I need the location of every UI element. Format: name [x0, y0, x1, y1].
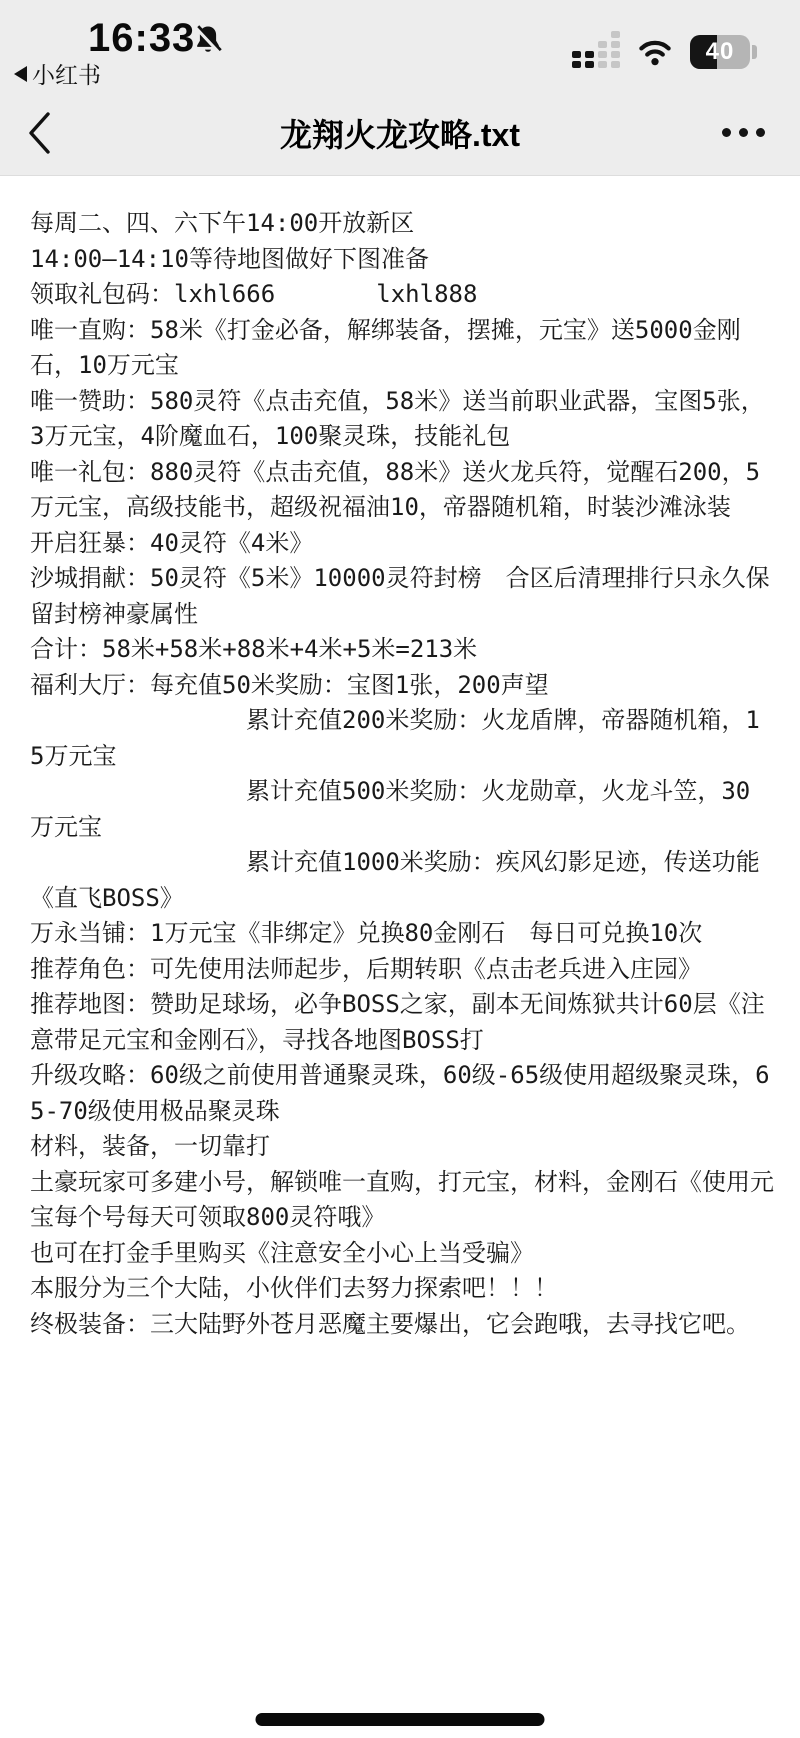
text-line: 开启狂暴：40灵符《4米》	[30, 528, 314, 557]
text-line: 终极装备：三大陆野外苍月恶魔主要爆出，它会跑哦，去寻找它吧。	[30, 1309, 750, 1338]
page-title: 龙翔火龙攻略.txt	[279, 117, 521, 153]
text-line: 推荐地图：赞助足球场，必争BOSS之家，副本无间炼狱共计60层《注意带足元宝和金刚石》，寻找各地图BOSS打	[30, 990, 765, 1054]
text-line: 万永当铺：1万元宝《非绑定》兑换80金刚石 每日可兑换10次	[30, 919, 703, 947]
text-line: 累计充值1000米奖励：疾风幻影足迹，传送功能《直飞BOSS》	[30, 848, 760, 912]
text-line: 每周二、四、六下午14:00开放新区	[30, 209, 415, 237]
home-indicator-bar[interactable]	[256, 1713, 545, 1726]
clock-time: 16:33	[88, 16, 196, 60]
text-line: 推荐角色：可先使用法师起步，后期转职《点击老兵进入庄园》	[30, 954, 702, 983]
text-line: 领取礼包码：lxhl666 lxhl888	[30, 280, 478, 308]
status-and-nav-chrome	[0, 0, 800, 176]
text-line: 唯一礼包：880灵符《点击充值，88米》送火龙兵符，觉醒石200，5万元宝，高级技能书，超级祝福油10，帝器随机箱，时装沙滩泳装	[30, 457, 761, 521]
text-line: 唯一直购：58米《打金必备，解绑装备，摆摊，元宝》送5000金刚石，10万元宝	[30, 315, 741, 379]
nav-bar	[0, 90, 800, 176]
text-line: 土豪玩家可多建小号，解锁唯一直购，打元宝，材料，金刚石《使用元宝每个号每天可领取800灵符哦》	[30, 1167, 774, 1231]
wifi-icon	[636, 37, 674, 67]
text-line: 沙城捐献：50灵符《5米》10000灵符封榜 合区后清理排行只永久保留封榜神豪属性	[30, 564, 770, 628]
cellular-signal-icon	[572, 34, 620, 68]
more-options-button[interactable]	[722, 128, 765, 137]
text-line: 福利大厅：每充值50米奖励：宝图1张，200声望	[30, 670, 549, 699]
text-line: 14:00—14:10等待地图做好下图准备	[30, 244, 429, 273]
battery-percent: 40	[705, 38, 735, 65]
text-line: 升级攻略：60级之前使用普通聚灵珠，60级-65级使用超级聚灵珠，65-70级使用极品聚灵珠	[30, 1061, 770, 1125]
status-icons	[572, 34, 750, 70]
text-line: 本服分为三个大陆，小伙伴们去努力探索吧！！！	[30, 1274, 558, 1302]
back-button[interactable]	[26, 111, 52, 155]
text-line: 材料，装备，一切靠打	[30, 1132, 270, 1160]
battery-icon	[690, 35, 750, 69]
battery-nub	[752, 45, 757, 59]
triangle-left-icon	[14, 66, 27, 82]
text-line: 也可在打金手里购买《注意安全小心上当受骗》	[30, 1238, 534, 1267]
text-line: 合计：58米+58米+88米+4米+5米=213米	[30, 635, 478, 663]
document-text-area[interactable]	[0, 176, 800, 1342]
text-line: 累计充值500米奖励：火龙勋章，火龙斗笠，30万元宝	[30, 777, 751, 841]
return-to-previous-app[interactable]	[14, 57, 101, 90]
text-line: 累计充值200米奖励：火龙盾牌，帝器随机箱，15万元宝	[30, 706, 760, 770]
ellipsis-icon	[722, 128, 731, 137]
text-line: 唯一赞助：580灵符《点击充值，58米》送当前职业武器，宝图5张，3万元宝，4阶魔血石，100聚灵珠，技能礼包	[30, 386, 765, 450]
bell-muted-icon	[190, 22, 226, 58]
previous-app-name: 小红书	[32, 62, 101, 88]
